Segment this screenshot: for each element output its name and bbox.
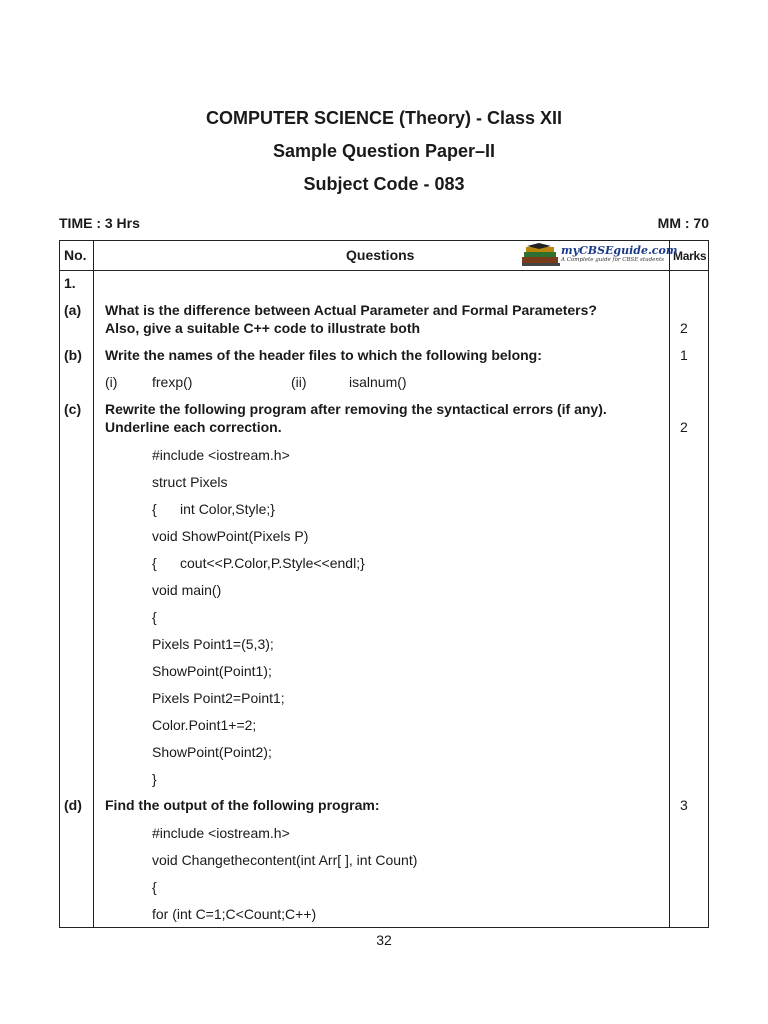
option-b-ii-value: isalnum() (349, 374, 407, 390)
code-line: Pixels Point2=Point1; (152, 690, 285, 706)
page-subtitle: Sample Question Paper–II (272, 141, 496, 161)
part-label-b: (b) (64, 347, 82, 363)
code-line: { (152, 609, 157, 625)
column-header-no: No. (64, 247, 87, 263)
column-header-marks: Marks (673, 249, 707, 263)
question-a-line-1: What is the difference between Actual Parameter and Formal Parameters? (105, 302, 597, 318)
page-number: 32 (376, 932, 392, 948)
code-line: } (152, 771, 157, 787)
code-line: { int Color,Style;} (152, 501, 275, 517)
code-line: void Changethecontent(int Arr[ ], int Count) (152, 852, 418, 868)
part-label-d: (d) (64, 797, 82, 813)
part-label-a: (a) (64, 302, 82, 318)
column-header-questions: Questions (346, 247, 415, 263)
subject-code: Subject Code - 083 (303, 174, 465, 194)
part-label-c: (c) (64, 401, 82, 417)
logo-tagline: A Complete guide for CBSE students (561, 257, 664, 263)
question-c-line-1: Rewrite the following program after removing the syntactical errors (if any). (105, 401, 607, 417)
code-line: ShowPoint(Point1); (152, 663, 272, 679)
code-line: void ShowPoint(Pixels P) (152, 528, 309, 544)
marks-b: 1 (680, 347, 688, 363)
option-b-i-label: (i) (105, 374, 118, 390)
question-a-line-2: Also, give a suitable C++ code to illustrate both (105, 320, 421, 336)
page-title: COMPUTER SCIENCE (Theory) - Class XII (205, 108, 563, 128)
max-marks-label: MM : 70 (657, 215, 709, 231)
mycbseguide-logo (521, 243, 678, 267)
time-label: TIME : 3 Hrs (59, 215, 140, 231)
code-line: #include <iostream.h> (152, 447, 290, 463)
code-line: { (152, 879, 157, 895)
code-line: { cout<<P.Color,P.Style<<endl;} (152, 555, 365, 571)
code-line: Color.Point1+=2; (152, 717, 257, 733)
option-b-i-value: frexp() (152, 374, 193, 390)
code-line: #include <iostream.h> (152, 825, 290, 841)
code-line: ShowPoint(Point2); (152, 744, 272, 760)
question-number: 1. (64, 275, 76, 291)
question-b-text: Write the names of the header files to which the following belong: (105, 347, 542, 363)
table-header-divider (59, 270, 709, 271)
column-divider-marks (669, 240, 670, 928)
option-b-ii-label: (ii) (291, 374, 307, 390)
code-line: for (int C=1;C<Count;C++) (152, 906, 317, 922)
marks-d: 3 (680, 797, 688, 813)
code-line: Pixels Point1=(5,3); (152, 636, 274, 652)
question-d-text: Find the output of the following program: (105, 797, 380, 813)
books-icon (521, 243, 561, 267)
code-line: struct Pixels (152, 474, 228, 490)
logo-text: myCBSEguide.com (561, 244, 678, 257)
code-line: void main() (152, 582, 222, 598)
marks-a: 2 (680, 320, 688, 336)
column-divider-no (93, 240, 94, 928)
question-c-line-2: Underline each correction. (105, 419, 282, 435)
marks-c: 2 (680, 419, 688, 435)
